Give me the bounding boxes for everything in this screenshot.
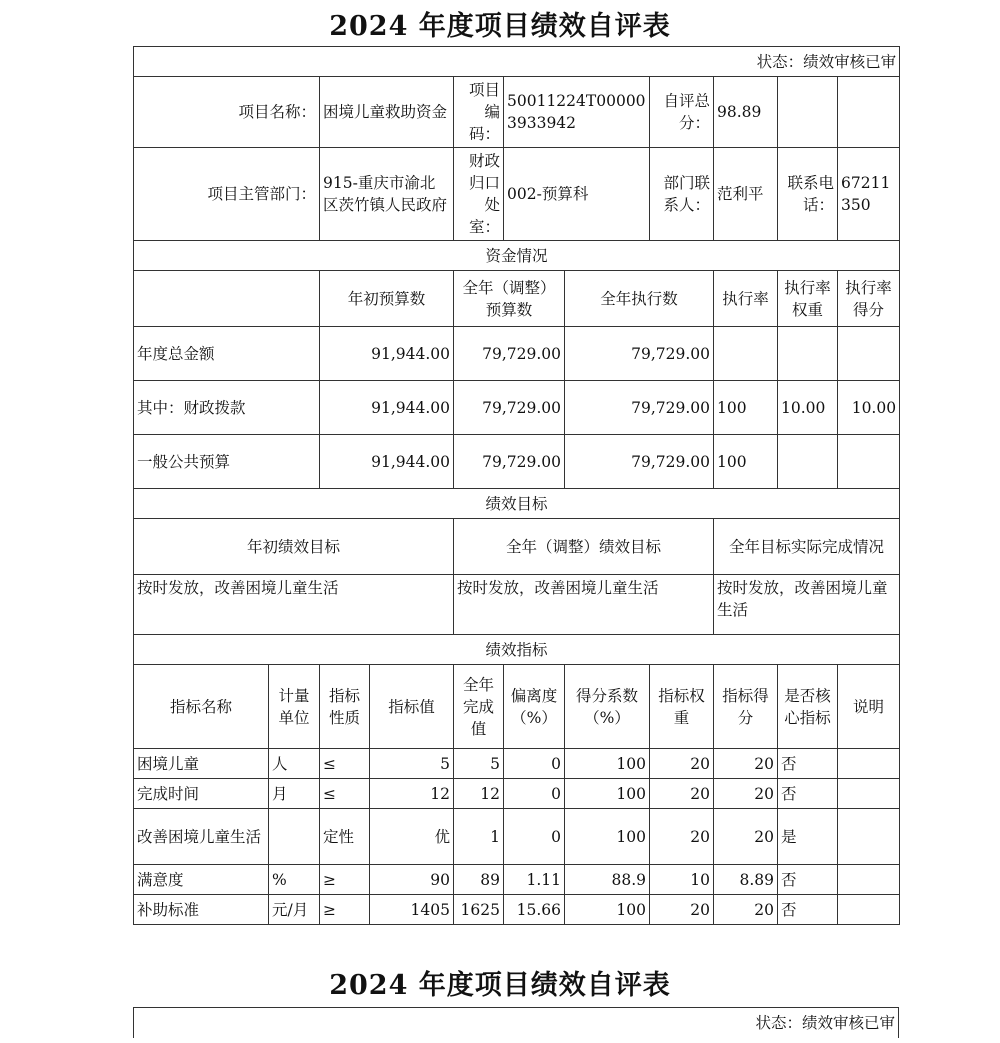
phone-label: 联系电话： [778, 148, 838, 241]
ind-header-weight: 指标权重 [650, 665, 714, 749]
ind-note [838, 865, 900, 895]
ind-unit: 人 [269, 749, 320, 779]
funds-row-rate: 100 [714, 381, 778, 435]
funds-header-blank [134, 271, 320, 327]
project-code-value: 50011224T000003933942 [504, 77, 650, 148]
project-code-label: 项目编码： [454, 77, 504, 148]
funds-row-initial: 91,944.00 [320, 381, 454, 435]
ind-header-target: 指标值 [370, 665, 454, 749]
funds-header-initial: 年初预算数 [320, 271, 454, 327]
funds-header-weight: 执行率权重 [778, 271, 838, 327]
ind-actual: 5 [454, 749, 504, 779]
ind-nature: ≤ [320, 779, 370, 809]
ind-deviation: 0 [504, 809, 565, 865]
ind-note [838, 809, 900, 865]
ind-target: 12 [370, 779, 454, 809]
finance-office-label: 财政归口处室： [454, 148, 504, 241]
ind-header-name: 指标名称 [134, 665, 269, 749]
ind-actual: 1625 [454, 895, 504, 925]
funds-section-title: 资金情况 [134, 241, 900, 271]
ind-header-nature: 指标性质 [320, 665, 370, 749]
goals-section-title: 绩效目标 [134, 489, 900, 519]
ind-weight: 20 [650, 749, 714, 779]
ind-nature: ≤ [320, 749, 370, 779]
ind-name: 满意度 [134, 865, 269, 895]
ind-header-core: 是否核心指标 [778, 665, 838, 749]
ind-unit: % [269, 865, 320, 895]
ind-core: 是 [778, 809, 838, 865]
funds-row-name: 其中：财政拨款 [134, 381, 320, 435]
ind-coefficient: 100 [565, 809, 650, 865]
funds-row-initial: 91,944.00 [320, 327, 454, 381]
total-score-value: 98.89 [714, 77, 778, 148]
ind-weight: 10 [650, 865, 714, 895]
project-name-value: 困境儿童救助资金 [320, 77, 454, 148]
funds-row-score: 10.00 [838, 381, 900, 435]
ind-nature: ≥ [320, 865, 370, 895]
ind-target: 优 [370, 809, 454, 865]
ind-core: 否 [778, 895, 838, 925]
ind-name: 困境儿童 [134, 749, 269, 779]
ind-weight: 20 [650, 809, 714, 865]
funds-header-score: 执行率得分 [838, 271, 900, 327]
ind-header-actual: 全年完成值 [454, 665, 504, 749]
ind-score: 8.89 [714, 865, 778, 895]
indicator-row [134, 865, 900, 895]
ind-actual: 89 [454, 865, 504, 895]
funds-header-executed: 全年执行数 [565, 271, 714, 327]
ind-unit: 月 [269, 779, 320, 809]
indicators-section-title: 绩效指标 [134, 635, 900, 665]
empty-cell [838, 77, 900, 148]
ind-target: 1405 [370, 895, 454, 925]
indicator-row [134, 809, 900, 865]
funds-row [134, 381, 900, 435]
contact-value: 范利平 [714, 148, 778, 241]
finance-office-value: 002-预算科 [504, 148, 650, 241]
ind-coefficient: 100 [565, 895, 650, 925]
ind-weight: 20 [650, 895, 714, 925]
ind-deviation: 15.66 [504, 895, 565, 925]
funds-row [134, 435, 900, 489]
ind-note [838, 779, 900, 809]
funds-row-executed: 79,729.00 [565, 327, 714, 381]
ind-header-deviation: 偏离度（%） [504, 665, 565, 749]
ind-score: 20 [714, 779, 778, 809]
ind-header-score: 指标得分 [714, 665, 778, 749]
ind-actual: 12 [454, 779, 504, 809]
second-status-label: 状态：绩效审核已审 [755, 1014, 895, 1032]
ind-deviation: 0 [504, 779, 565, 809]
indicator-row [134, 779, 900, 809]
status-label: 状态：绩效审核已审 [134, 47, 900, 77]
funds-row-score [838, 327, 900, 381]
ind-coefficient: 100 [565, 749, 650, 779]
funds-row-score [838, 435, 900, 489]
ind-coefficient: 88.9 [565, 865, 650, 895]
funds-row-executed: 79,729.00 [565, 435, 714, 489]
goal-initial-value: 按时发放，改善困境儿童生活 [134, 575, 454, 635]
ind-note [838, 749, 900, 779]
ind-score: 20 [714, 809, 778, 865]
ind-actual: 1 [454, 809, 504, 865]
funds-row-weight: 10.00 [778, 381, 838, 435]
funds-row-adjusted: 79,729.00 [454, 381, 565, 435]
ind-header-coefficient: 得分系数（%） [565, 665, 650, 749]
dept-label: 项目主管部门： [134, 148, 320, 241]
funds-header-rate: 执行率 [714, 271, 778, 327]
ind-name: 改善困境儿童生活 [134, 809, 269, 865]
funds-row [134, 327, 900, 381]
ind-core: 否 [778, 779, 838, 809]
goals-header-adjusted: 全年（调整）绩效目标 [454, 519, 714, 575]
funds-row-weight [778, 327, 838, 381]
ind-weight: 20 [650, 779, 714, 809]
ind-target: 5 [370, 749, 454, 779]
ind-score: 20 [714, 749, 778, 779]
funds-row-name: 年度总金额 [134, 327, 320, 381]
goal-adjusted-value: 按时发放，改善困境儿童生活 [454, 575, 714, 635]
ind-coefficient: 100 [565, 779, 650, 809]
goals-header-actual: 全年目标实际完成情况 [714, 519, 900, 575]
second-page-title: 2024 年度项目绩效自评表 [329, 970, 671, 1001]
goal-actual-value: 按时发放，改善困境儿童生活 [714, 575, 900, 635]
indicator-row [134, 749, 900, 779]
ind-unit: 元/月 [269, 895, 320, 925]
empty-cell [778, 77, 838, 148]
ind-header-note: 说明 [838, 665, 900, 749]
ind-nature: 定性 [320, 809, 370, 865]
ind-unit [269, 809, 320, 865]
phone-value: 67211350 [838, 148, 900, 241]
dept-value: 915-重庆市渝北区茨竹镇人民政府 [320, 148, 454, 241]
funds-row-rate [714, 327, 778, 381]
project-name-label: 项目名称： [134, 77, 320, 148]
funds-header-adjusted: 全年（调整）预算数 [454, 271, 565, 327]
funds-row-adjusted: 79,729.00 [454, 327, 565, 381]
ind-note [838, 895, 900, 925]
ind-core: 否 [778, 865, 838, 895]
ind-name: 补助标准 [134, 895, 269, 925]
funds-row-name: 一般公共预算 [134, 435, 320, 489]
ind-header-unit: 计量单位 [269, 665, 320, 749]
funds-row-initial: 91,944.00 [320, 435, 454, 489]
page-title: 2024 年度项目绩效自评表 [329, 11, 671, 42]
indicator-row [134, 895, 900, 925]
ind-target: 90 [370, 865, 454, 895]
ind-deviation: 0 [504, 749, 565, 779]
ind-score: 20 [714, 895, 778, 925]
funds-row-executed: 79,729.00 [565, 381, 714, 435]
total-score-label: 自评总分： [650, 77, 714, 148]
ind-nature: ≥ [320, 895, 370, 925]
ind-core: 否 [778, 749, 838, 779]
funds-row-rate: 100 [714, 435, 778, 489]
funds-row-adjusted: 79,729.00 [454, 435, 565, 489]
funds-row-weight [778, 435, 838, 489]
contact-label: 部门联系人： [650, 148, 714, 241]
second-status-strip [133, 1007, 899, 1038]
ind-deviation: 1.11 [504, 865, 565, 895]
ind-name: 完成时间 [134, 779, 269, 809]
goals-header-initial: 年初绩效目标 [134, 519, 454, 575]
self-evaluation-table [133, 46, 900, 925]
